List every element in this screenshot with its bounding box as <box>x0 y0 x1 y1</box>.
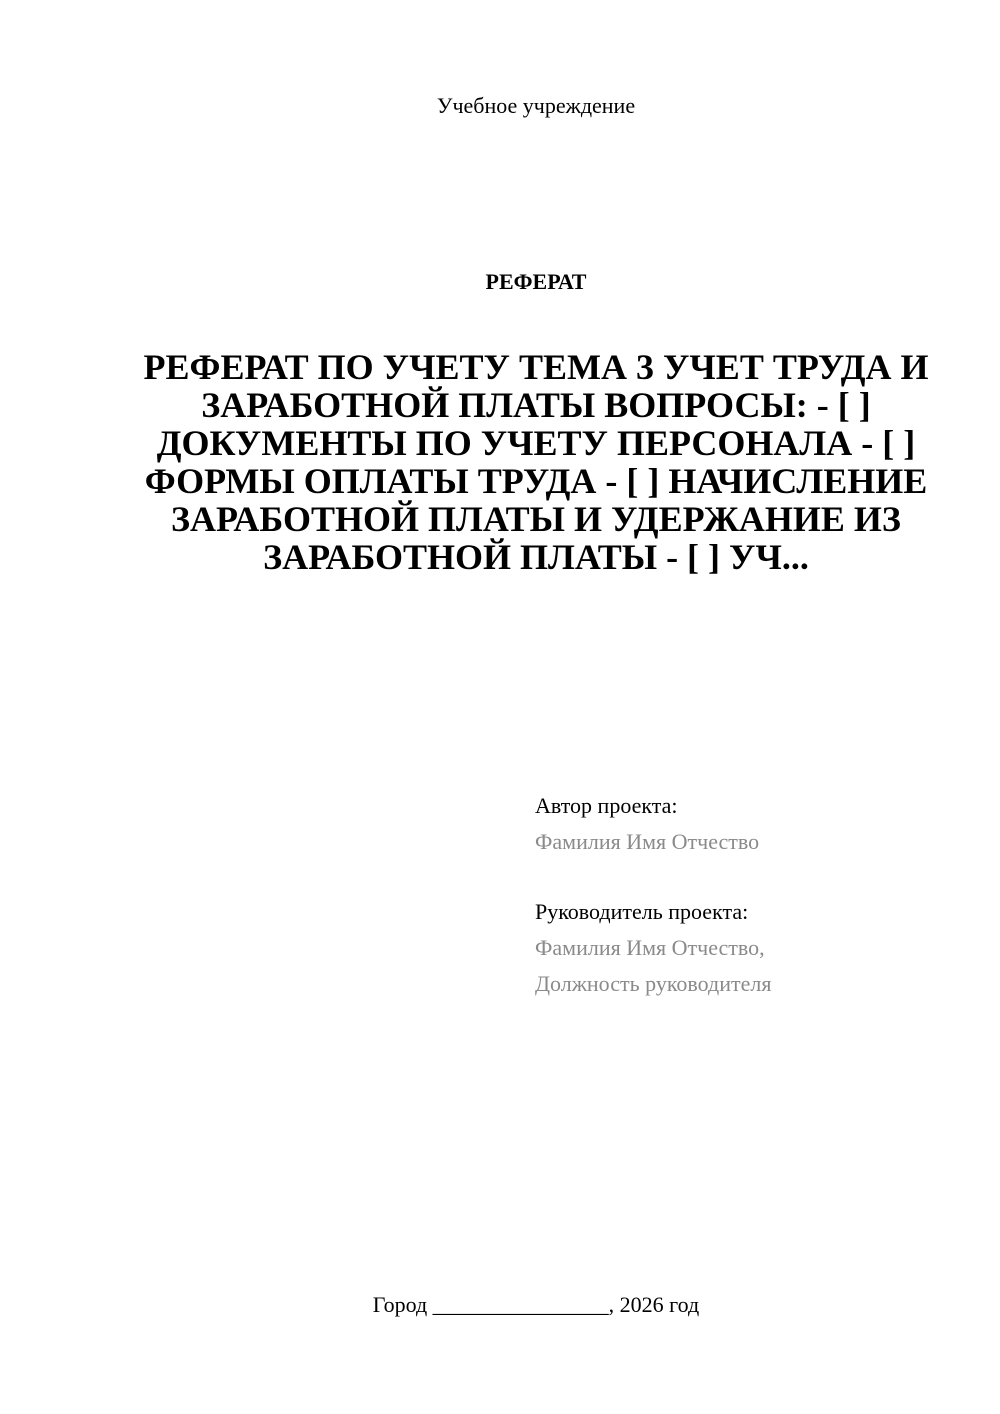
supervisor-label: Руководитель проекта: <box>535 899 749 924</box>
supervisor-name: Фамилия Имя Отчество, <box>535 935 765 960</box>
author-name: Фамилия Имя Отчество <box>535 829 760 854</box>
credits-spacer <box>535 860 975 894</box>
author-label: Автор проекта: <box>535 793 678 818</box>
document-title: РЕФЕРАТ ПО УЧЕТУ ТЕМА 3 УЧЕТ ТРУДА И ЗАРАБОТНОЙ ПЛАТЫ ВОПРОСЫ: - [ ] ДОКУМЕНТЫ ПО УЧЕТУ ПЕРСОНАЛА - [ ] ФОРМЫ ОПЛАТЫ ТРУДА - [ ] НАЧИСЛЕНИЕ ЗАРАБОТНОЙ ПЛАТЫ И УДЕРЖАНИЕ ИЗ ЗАРАБОТНОЙ ПЛАТЫ - [ ] УЧ... <box>143 347 929 577</box>
supervisor-position: Должность руководителя <box>535 971 772 996</box>
institution-name: Учебное учреждение <box>436 93 636 118</box>
credits-block <box>535 788 975 1002</box>
city-year-line: Город ________________, 2026 год <box>372 1292 700 1317</box>
document-type: РЕФЕРАТ <box>485 269 587 294</box>
